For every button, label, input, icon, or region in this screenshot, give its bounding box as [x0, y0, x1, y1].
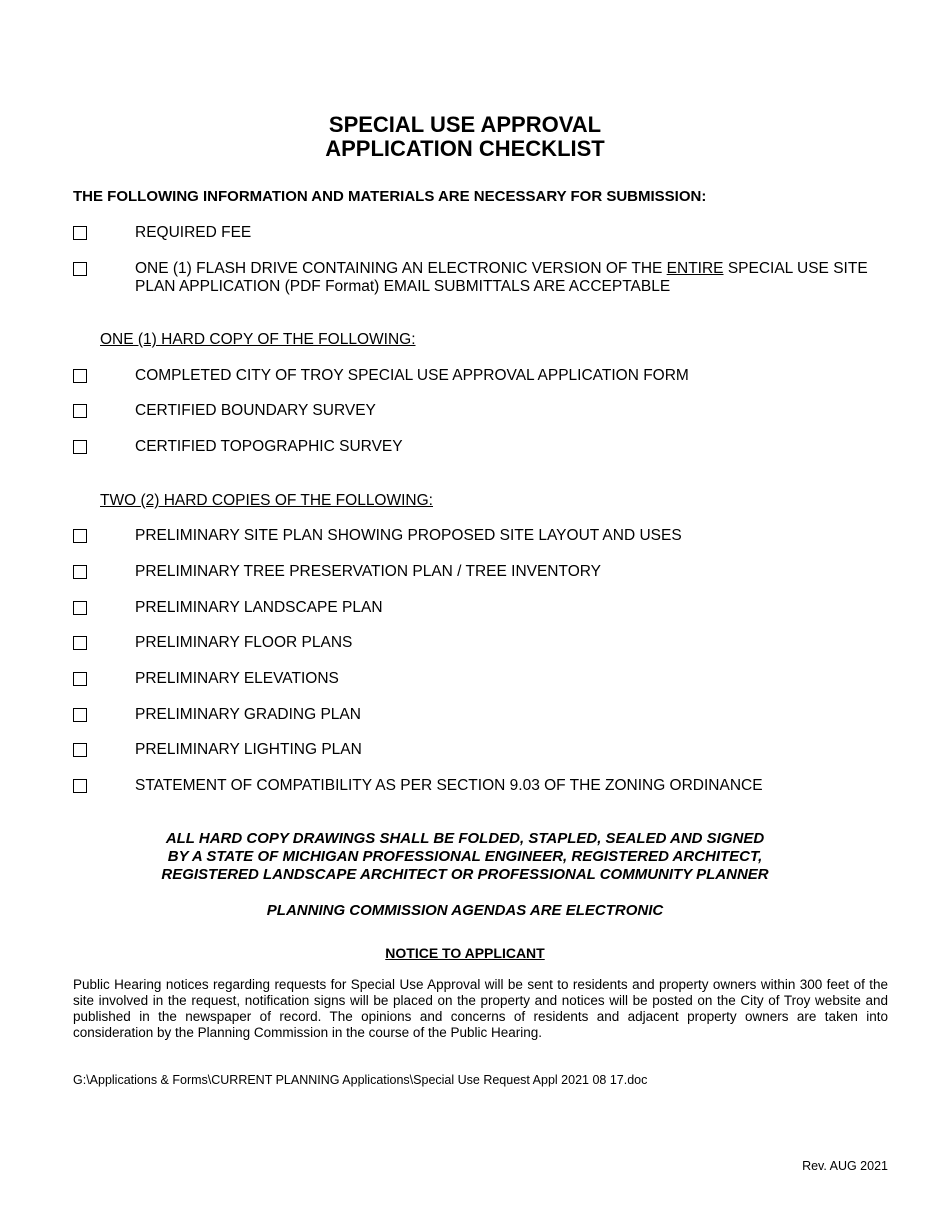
checklist-item-label	[135, 260, 925, 296]
checklist-item-label: PRELIMINARY SITE PLAN SHOWING PROPOSED SITE LAYOUT AND USES	[135, 527, 682, 544]
checklist-item-label: CERTIFIED BOUNDARY SURVEY	[135, 402, 376, 419]
drawings-notice-line2: BY A STATE OF MICHIGAN PROFESSIONAL ENGINEER, REGISTERED ARCHITECT,	[167, 848, 763, 865]
submission-heading: THE FOLLOWING INFORMATION AND MATERIALS ARE NECESSARY FOR SUBMISSION:	[73, 188, 707, 205]
two-hard-copies-heading: TWO (2) HARD COPIES OF THE FOLLOWING:	[100, 492, 433, 509]
checklist-item-label: REQUIRED FEE	[135, 224, 252, 241]
checkbox[interactable]	[73, 672, 87, 686]
revision-label: Rev. AUG 2021	[802, 1159, 888, 1173]
notice-paragraph: Public Hearing notices regarding requests for Special Use Approval will be sent to residents and property owners within 300 feet of the site involved in the request, notification signs will be placed on the property and notices will be posted on the City of Troy website and published in the newspaper of record. The opinions and concerns of residents and adjacent property owners are taken into consideration by the Planning Commission in the course of the Public Hearing.	[73, 977, 888, 1040]
checklist-item-label: COMPLETED CITY OF TROY SPECIAL USE APPROVAL APPLICATION FORM	[135, 367, 689, 384]
checkbox[interactable]	[73, 636, 87, 650]
checkbox[interactable]	[73, 601, 87, 615]
checkbox[interactable]	[73, 743, 87, 757]
notice-to-applicant-title: NOTICE TO APPLICANT	[385, 945, 545, 961]
flash-drive-text-end: SPECIAL USE SITE	[723, 260, 868, 277]
checkbox[interactable]	[73, 440, 87, 454]
checkbox[interactable]	[73, 226, 87, 240]
checklist-item-label: CERTIFIED TOPOGRAPHIC SURVEY	[135, 438, 403, 455]
document-title-line2: APPLICATION CHECKLIST	[325, 136, 605, 161]
one-hard-copy-heading: ONE (1) HARD COPY OF THE FOLLOWING:	[100, 331, 416, 348]
document-file-path: G:\Applications & Forms\CURRENT PLANNING Applications\Special Use Request Appl 2021 08 17.doc	[73, 1073, 648, 1087]
checklist-item-label: PRELIMINARY LANDSCAPE PLAN	[135, 599, 383, 616]
checklist-item-label: STATEMENT OF COMPATIBILITY AS PER SECTION 9.03 OF THE ZONING ORDINANCE	[135, 777, 763, 794]
flash-drive-text-start: ONE (1) FLASH DRIVE CONTAINING AN ELECTRONIC VERSION OF THE	[135, 260, 667, 277]
checkbox[interactable]	[73, 779, 87, 793]
checkbox[interactable]	[73, 565, 87, 579]
document-title-line1: SPECIAL USE APPROVAL	[328, 112, 602, 137]
checklist-item-label: PRELIMINARY LIGHTING PLAN	[135, 741, 362, 758]
checkbox[interactable]	[73, 262, 87, 276]
checkbox[interactable]	[73, 404, 87, 418]
checklist-item-label: PRELIMINARY GRADING PLAN	[135, 706, 361, 723]
agenda-notice: PLANNING COMMISSION AGENDAS ARE ELECTRONIC	[266, 902, 664, 919]
checkbox[interactable]	[73, 708, 87, 722]
checklist-item-label: PRELIMINARY TREE PRESERVATION PLAN / TREE INVENTORY	[135, 563, 601, 580]
drawings-notice-line1: ALL HARD COPY DRAWINGS SHALL BE FOLDED, STAPLED, SEALED AND SIGNED	[165, 830, 765, 847]
checkbox[interactable]	[73, 529, 87, 543]
flash-drive-text-line2: PLAN APPLICATION (PDF Format) EMAIL SUBMITTALS ARE ACCEPTABLE	[135, 278, 671, 295]
checklist-item-label: PRELIMINARY ELEVATIONS	[135, 670, 339, 687]
checklist-item-label: PRELIMINARY FLOOR PLANS	[135, 634, 353, 651]
drawings-notice-line3: REGISTERED LANDSCAPE ARCHITECT OR PROFESSIONAL COMMUNITY PLANNER	[161, 866, 769, 883]
entire-emphasis: ENTIRE	[666, 260, 724, 277]
checkbox[interactable]	[73, 369, 87, 383]
